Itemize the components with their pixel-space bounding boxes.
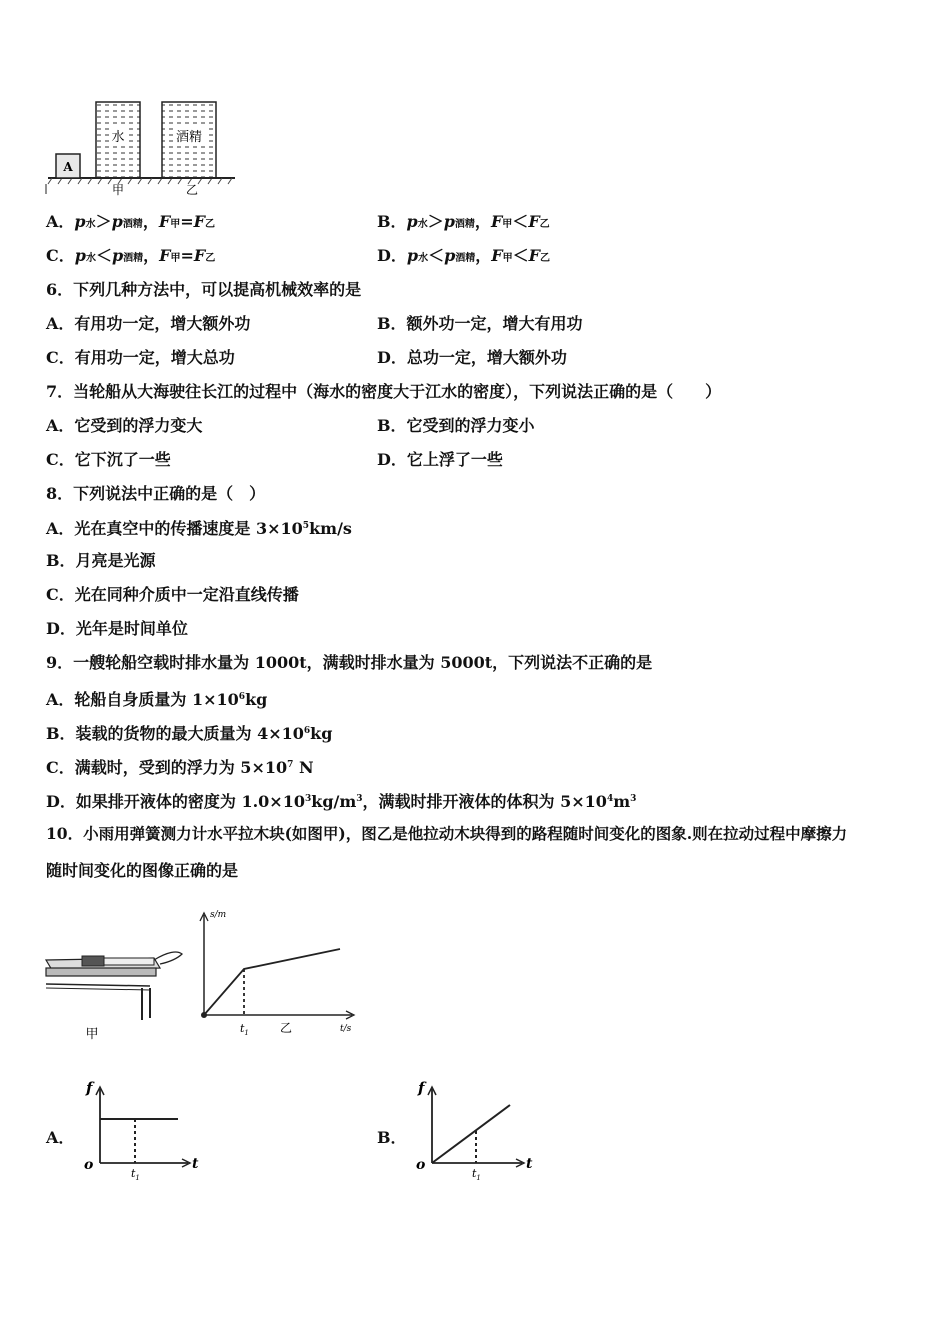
containers-figure <box>40 96 240 196</box>
fig-yi-label: 乙 <box>279 1021 293 1035</box>
option-b-t1-label: $t_1$ <box>472 1167 481 1182</box>
q5-option-c: C．p水＜p酒精，F甲=F乙 <box>46 246 216 265</box>
q5-option-a: A．p水＞p酒精，F甲=F乙 <box>46 212 215 231</box>
q5-option-d: D．p水＜p酒精，F甲＜F乙 <box>377 246 551 265</box>
st-x-label: t/s <box>340 1024 352 1034</box>
option-b-origin: o <box>416 1157 426 1173</box>
option-b-y-label: f <box>418 1079 425 1097</box>
q10-option-b-letter: B． <box>377 1128 407 1147</box>
q9-option-d: D．如果排开液体的密度为 $1.0\times 10^3kg/m^3$，满载时排开液体的体积为 $5\times 10^4m^3$ <box>46 792 637 811</box>
q7-option-c: C．它下沉了一些 <box>46 450 171 469</box>
q9-option-c: C．满载时，受到的浮力为 $5\times 10^7$ N <box>46 758 314 777</box>
q8-option-b: B．月亮是光源 <box>46 551 156 570</box>
option-a-x-label: t <box>192 1156 199 1172</box>
fig-yi-st-graph <box>190 905 365 1045</box>
q10-option-a-graph <box>80 1075 200 1185</box>
label-yi: 乙 <box>185 183 199 196</box>
q6-option-b: B．额外功一定，增大有用功 <box>377 314 583 333</box>
option-b-friction-line <box>432 1105 510 1163</box>
q9-option-b: B．装载的货物的最大质量为 $4\times 10^6kg$ <box>46 724 333 743</box>
fig-jia-label: 甲 <box>85 1027 99 1042</box>
q8-option-a: A．光在真空中的传播速度是 $3\times 10^5km/s$ <box>46 519 352 538</box>
q5-option-b: B．p水＞p酒精，F甲＜F乙 <box>377 212 550 231</box>
q7-option-b: B．它受到的浮力变小 <box>377 416 535 435</box>
st-y-label: s/m <box>210 910 227 920</box>
block-a-label: A <box>63 160 73 174</box>
q7-option-a: A．它受到的浮力变大 <box>46 416 203 435</box>
fig-jia-table <box>42 938 192 1048</box>
q6-option-a: A．有用功一定，增大额外功 <box>46 314 251 333</box>
q6-option-c: C．有用功一定，增大总功 <box>46 348 235 367</box>
q7-stem: 7．当轮船从大海驶往长江的过程中（海水的密度大于江水的密度），下列说法正确的是（ ） <box>46 382 722 401</box>
q10-stem-line1: 10．小雨用弹簧测力计水平拉木块(如图甲)，图乙是他拉动木块得到的路程随时间变化的图象.则在拉动过程中摩擦力 <box>46 824 848 843</box>
st-curve <box>204 949 340 1015</box>
q9-option-a: A．轮船自身质量为 $1\times 10^6kg$ <box>46 690 268 709</box>
q7-option-d: D．它上浮了一些 <box>377 450 503 469</box>
label-jia: 甲 <box>111 183 125 196</box>
option-a-origin: o <box>84 1157 94 1173</box>
st-t1-label: $t_1$ <box>240 1022 249 1037</box>
q10-option-b-graph <box>412 1075 537 1185</box>
q6-option-d: D．总功一定，增大额外功 <box>377 348 567 367</box>
option-a-y-label: f <box>86 1079 93 1097</box>
q10-option-a-letter: A． <box>46 1128 75 1147</box>
q8-option-d: D．光年是时间单位 <box>46 619 188 638</box>
water-label: 水 <box>111 130 125 145</box>
alcohol-label: 酒精 <box>175 130 203 145</box>
q9-stem: 9．一艘轮船空载时排水量为 1000t，满载时排水量为 5000t，下列说法不正确的是 <box>46 653 653 672</box>
q8-option-c: C．光在同种介质中一定沿直线传播 <box>46 585 299 604</box>
q8-stem: 8．下列说法中正确的是（ ） <box>46 484 266 503</box>
option-b-x-label: t <box>526 1156 533 1172</box>
q10-stem-line2: 随时间变化的图像正确的是 <box>46 861 239 880</box>
option-a-t1-label: $t_1$ <box>131 1167 140 1182</box>
q6-stem: 6．下列几种方法中，可以提高机械效率的是 <box>46 280 362 299</box>
